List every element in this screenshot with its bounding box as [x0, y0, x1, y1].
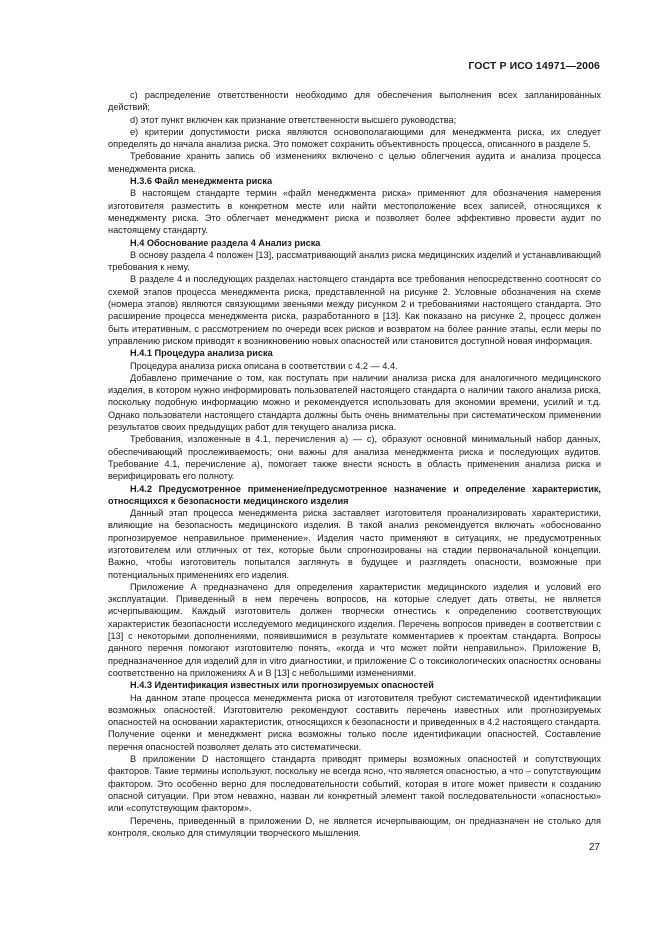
list-item-c: c) распределение ответственности необходимо для обеспечения выполнения всех запланированных действий;: [108, 90, 601, 113]
section-heading-h-4-1: Н.4.1 Процедура анализа риска: [130, 348, 273, 359]
paragraph: Приложение А предназначено для определения характеристик медицинского изделия и условий его эксплуатации. Приведенный в нем перечень вопросов, на которые следует дать ответы, не является исчерпывающим. Каждый изготовитель должен творчески отнестись к определению соответствующих характеристик безопасности исследуемого медицинского изделия. Перечень вопросов приведен в соответствии с [13] с некоторыми дополнениями, появившимися в результате комментариев к проектам стандарта. Вопросы данного перечня помогают изготовителю понять, «когда и что может пойти неправильно». Приложение В, предназначенное для изделий для in vitro диагностики, и приложение С о токсикологических опасностях основаны соответственно на приложениях А и В [13] с небольшими изменениями.: [108, 581, 601, 678]
standard-code-header: ГОСТ Р ИСО 14971—2006: [468, 60, 600, 72]
section-heading-h-4: Н.4 Обоснование раздела 4 Анализ риска: [130, 237, 321, 248]
paragraph: Данный этап процесса менеджмента риска заставляет изготовителя проанализировать характеристики, влияющие на безопасность медицинского изделия. В такой анализ рекомендуется включать «обоснованно прогнозируемое неправильное применение». Изделия часто применяют в ситуациях, не предусмотренных изготовителем или отличных от тех, которые были спрогнозированы на стадии первоначальной концепции. Важно, чтобы изготовитель попытался заглянуть в будущее и разглядеть опасности, возможные при потенциальных применениях его изделия.: [108, 508, 601, 580]
section-heading-h-3-6: Н.3.6 Файл менеджмента риска: [130, 176, 273, 187]
paragraph: Добавлено примечание о том, как поступать при наличии анализа риска для аналогичного медицинского изделия, в котором нужно информировать пользователей настоящего стандарта о наличии такого анализа риска, поскольку подобную информацию можно и рекомендуется использовать для экономии времени, усилий и т.д. Однако пользователи настоящего стандарта должны быть очень внимательны при систематическом применении результатов своих предыдущих работ для текущего анализа риска.: [108, 372, 601, 433]
paragraph: В основу раздела 4 положен [13], рассматривающий анализ риска медицинских изделий и устанавливающий требования к нему.: [108, 249, 601, 273]
paragraph: Требование хранить запись об изменениях включено с целью облегчения аудита и анализа процесса менеджмента риска.: [108, 151, 601, 174]
paragraph: В приложении D настоящего стандарта приводят примеры возможных опасностей и сопутствующих факторов. Такие термины используют, поскольку не всегда ясно, что является опасностью, а что – сопутствующим фактором. Это особенно верно для последовательности событий, которая в итоге может привести к созданию опасной ситуации. При этом неважно, назван ли конкретный элемент такой последовательности «опасностью» или «сопутствующим фактором».: [108, 754, 601, 814]
paragraph: Требования, изложенные в 4.1, перечисления а) — с), образуют основной минимальный набор данных, обеспечивающий прослеживаемость; они важны для анализа менеджмента риска и последующих аудитов. Требование 4.1, перечисление а), помогает также внести ясность в область применения анализа риска и верифицировать его полноту.: [108, 434, 601, 482]
page-number: 27: [588, 842, 600, 853]
list-item-e: e) критерии допустимости риска являются основополагающими для менеджмента риска, их следует определять до начала анализа риска. Это поможет сохранить объективность процесса, описанного в разделе 5.: [108, 126, 601, 150]
list-item-d: d) этот пункт включен как признание ответственности высшего руководства;: [130, 114, 457, 125]
section-heading-h-4-3: Н.4.3 Идентификация известных или прогнозируемых опасностей: [130, 680, 434, 691]
paragraph: Перечень, приведенный в приложении D, не является исчерпывающим, он предназначен не столько для контроля, сколько для стимуляции творческого мышления.: [108, 815, 601, 838]
paragraph: Процедура анализа риска описана в соответствии с 4.2 — 4.4.: [130, 360, 398, 371]
document-body: [108, 89, 601, 839]
paragraph: В настоящем стандарте термин «файл менеджмента риска» применяют для обозначения намерения изготовителя разместить в конкретном месте или найти местоположение всех записей, относящихся к менеджменту риска. Это облегчает менеджмент риска и позволяет более эффективно провести аудит по настоящему стандарту.: [108, 188, 601, 236]
paragraph: На данном этапе процесса менеджмента риска от изготовителя требуют систематической идентификации возможных опасностей. Изготовителю рекомендуют составить перечень известных или прогнозируемых опасностей на основании характеристик, относящихся к безопасности и приведенных в 4.2 настоящего стандарта. Получение оценки и менеджмент риска возможны только после идентификации опасностей. Составление перечня опасностей позволяет делать это систематически.: [108, 692, 601, 752]
section-heading-h-4-2: Н.4.2 Предусмотренное применение/предусмотренное назначение и определение характеристик, относящихся к безопасности медицинского изделия: [108, 483, 601, 506]
paragraph: В разделе 4 и последующих разделах настоящего стандарта все требования непосредственно соотносят со схемой этапов процесса менеджмента риска, представленной на рисунке 2. Условные обозначения на схеме (номера этапов) являются связующими звеньями между рисунком 2 и требованиями настоящего стандарта. Это расширение процесса менеджмента риска, разработанного в [13]. Как показано на рисунке 2, процесс должен быть итеративным, с рассмотрением по очереди всех рисков и возвратом на более ранние этапы, если меры по управлению риском приводят к возникновению новых опасностей или становится доступной новая информация.: [108, 274, 601, 346]
